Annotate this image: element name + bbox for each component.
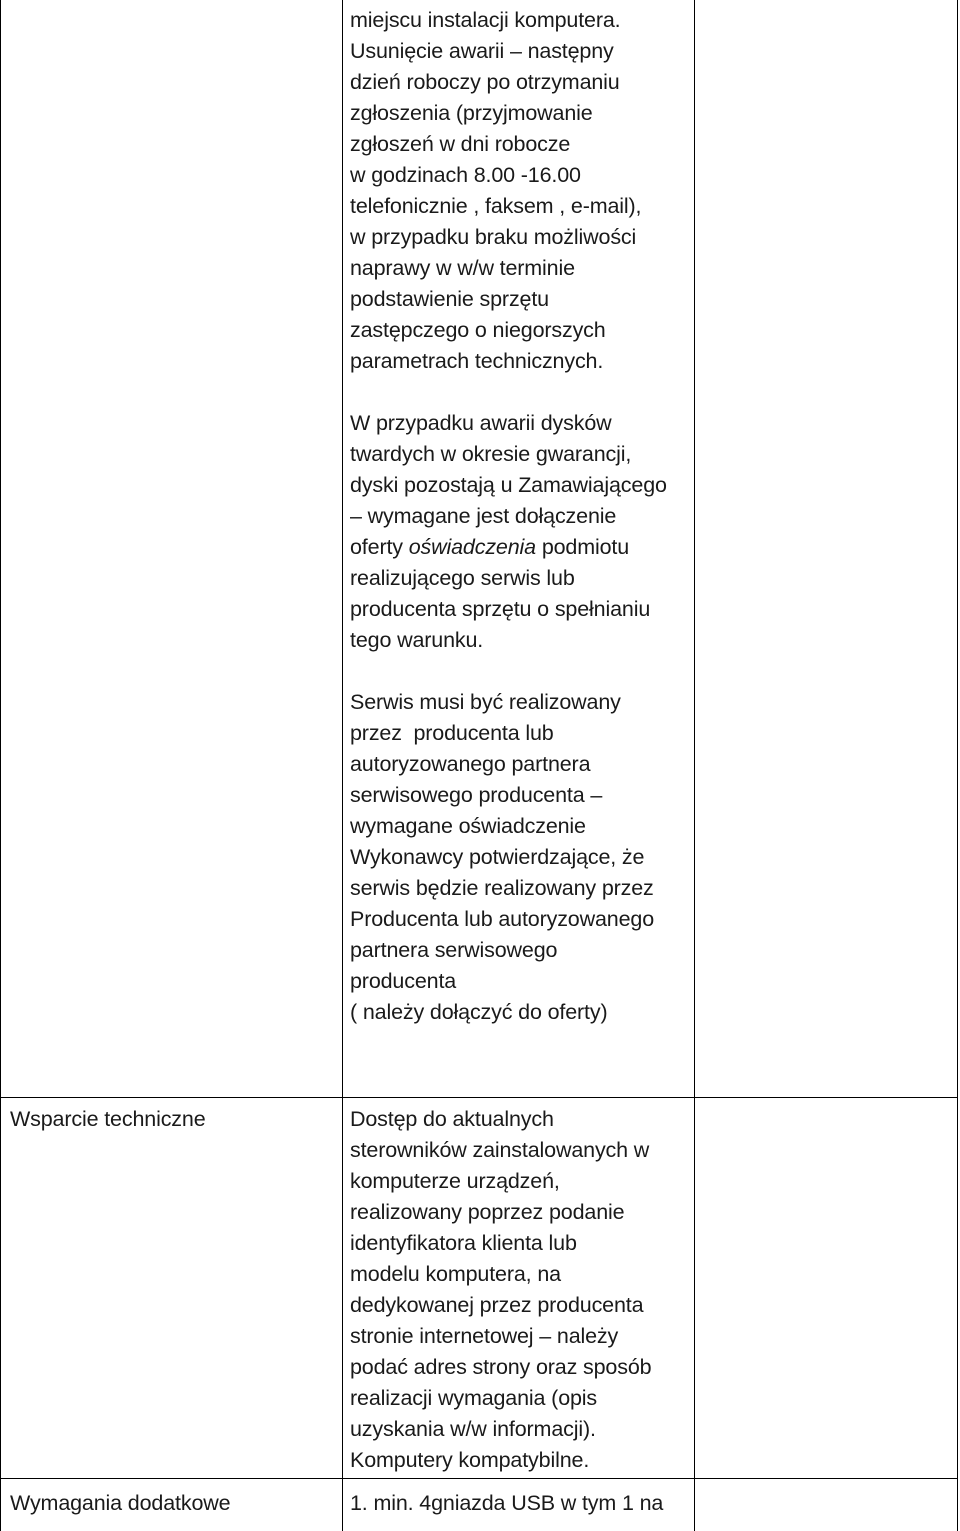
text-line: tego warunku. <box>350 628 484 652</box>
text-line: autoryzowanego partnera <box>350 752 591 776</box>
text-line: realizowany poprzez podanie <box>350 1200 625 1224</box>
text-line: 1. min. 4gniazda USB w tym 1 na <box>350 1491 664 1515</box>
table-border-left <box>0 0 1 1531</box>
text-line: producenta sprzętu o spełnianiu <box>350 597 651 621</box>
text-line: podstawienie sprzętu <box>350 287 549 311</box>
text-line: w godzinach 8.00 -16.00 <box>350 163 581 187</box>
text-line: uzyskania w/w informacji). <box>350 1417 596 1441</box>
service-paragraph-disks <box>350 408 692 656</box>
service-paragraph-repair <box>350 5 692 377</box>
text-line: parametrach technicznych. <box>350 349 604 373</box>
text-line: w przypadku braku możliwości <box>350 225 637 249</box>
text-line: zgłoszenia (przyjmowanie <box>350 101 593 125</box>
text-line: identyfikatora klienta lub <box>350 1231 577 1255</box>
text-line: Producenta lub autoryzowanego <box>350 907 655 931</box>
row-separator-1 <box>0 1097 958 1098</box>
text-line: partnera serwisowego <box>350 938 558 962</box>
table-border-col2 <box>694 0 695 1531</box>
text-line: miejscu instalacji komputera. <box>350 8 621 32</box>
additional-requirements-description <box>350 1488 692 1519</box>
italic-text: oświadczenia <box>408 535 536 559</box>
technical-support-description <box>350 1104 692 1476</box>
text-line: stronie internetowej – należy <box>350 1324 619 1348</box>
text-line: Serwis musi być realizowany <box>350 690 621 714</box>
text-line: przez producenta lub <box>350 721 554 745</box>
text-line: podać adres strony oraz sposób <box>350 1355 652 1379</box>
text-line: dyski pozostają u Zamawiającego <box>350 473 667 497</box>
text-line: serwis będzie realizowany przez <box>350 876 654 900</box>
row-separator-2 <box>0 1478 958 1479</box>
service-paragraph-authorized <box>350 687 692 1028</box>
text-line: wymagane oświadczenie <box>350 814 586 838</box>
text-line: zastępczego o niegorszych <box>350 318 606 342</box>
text-line-mixed <box>350 532 692 563</box>
text-line: realizującego serwis lub <box>350 566 575 590</box>
text-line: Wykonawcy potwierdzające, że <box>350 845 645 869</box>
text-line: W przypadku awarii dysków <box>350 411 612 435</box>
table-border-col1 <box>342 0 343 1531</box>
text-line: serwisowego producenta – <box>350 783 603 807</box>
text-line: Usunięcie awarii – następny <box>350 39 614 63</box>
compliance-cell-row2 <box>700 1104 950 1474</box>
text-line: telefonicznie , faksem , e-mail), <box>350 194 642 218</box>
text-line: dedykowanej przez producenta <box>350 1293 644 1317</box>
text-line: realizacji wymagania (opis <box>350 1386 598 1410</box>
text-line: naprawy w w/w terminie <box>350 256 575 280</box>
text-fragment: oferty <box>350 535 403 559</box>
compliance-cell-row3 <box>700 1488 950 1528</box>
compliance-cell-row1 <box>700 5 950 1085</box>
text-line: sterowników zainstalowanych w <box>350 1138 650 1162</box>
text-line: – wymagane jest dołączenie <box>350 504 617 528</box>
row-label-technical-support: Wsparcie techniczne <box>10 1107 206 1131</box>
text-line: producenta <box>350 969 457 993</box>
text-line: zgłoszeń w dni robocze <box>350 132 571 156</box>
text-line: twardych w okresie gwarancji, <box>350 442 632 466</box>
row-label-additional-requirements: Wymagania dodatkowe <box>10 1491 231 1515</box>
text-line: Dostęp do aktualnych <box>350 1107 554 1131</box>
text-line: komputerze urządzeń, <box>350 1169 560 1193</box>
table-border-right <box>957 0 958 1531</box>
service-description-cell <box>350 5 692 1028</box>
text-fragment: podmiotu <box>541 535 630 559</box>
text-line: dzień roboczy po otrzymaniu <box>350 70 620 94</box>
text-line: Komputery kompatybilne. <box>350 1448 590 1472</box>
text-line: ( należy dołączyć do oferty) <box>350 1000 608 1024</box>
text-line: modelu komputera, na <box>350 1262 561 1286</box>
